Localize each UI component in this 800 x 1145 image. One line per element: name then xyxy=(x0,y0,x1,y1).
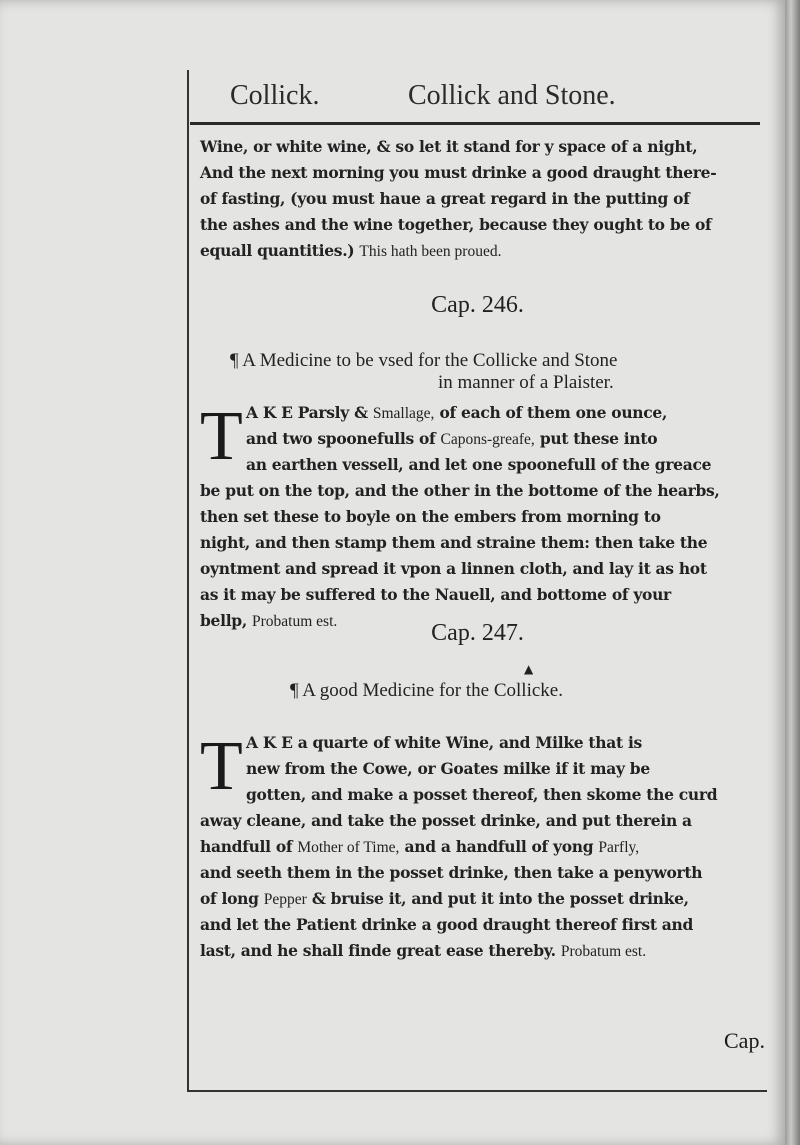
text-line: last, and he shall finde great ease thereby. Probatum est. xyxy=(200,941,647,960)
text-line: and two spoonefulls of Capons-greafe, put these into xyxy=(246,429,658,448)
ornament-icon: ▲ xyxy=(524,662,534,676)
text-line: and let the Patient drinke a good draught thereof first and xyxy=(200,915,694,934)
text-line: night, and then stamp them and straine them: then take the xyxy=(200,533,708,552)
text-line: And the next morning you must drinke a good draught there- xyxy=(200,163,717,182)
chapter-heading: Cap. 247. xyxy=(431,620,524,646)
page-edge xyxy=(785,0,800,1145)
chapter-title: ¶ A Medicine to be vsed for the Collicke and Stone in manner of a Plaister. xyxy=(230,350,618,393)
header-left: Collick. xyxy=(230,80,320,111)
header-right: Collick and Stone. xyxy=(408,80,616,111)
continuation-paragraph xyxy=(200,134,755,264)
catchword: Cap. xyxy=(724,1028,765,1053)
recipe-paragraph xyxy=(200,400,755,634)
chapter-title: ¶ A good Medicine for the Collicke. xyxy=(290,680,563,701)
text-line: equall quantities.) This hath been proued. xyxy=(200,241,502,260)
text-line: gotten, and make a posset thereof, then skome the curd xyxy=(246,785,718,804)
text-line: an earthen vessell, and let one spoonefull of the greace xyxy=(246,455,712,474)
running-header xyxy=(230,78,750,122)
text-line: of fasting, (you must haue a great regard in the putting of xyxy=(200,189,690,208)
text-line: handfull of Mother of Time, and a handfull of yong Parfly, xyxy=(200,837,640,856)
text-line: away cleane, and take the posset drinke, and put therein a xyxy=(200,811,692,830)
recipe-paragraph xyxy=(200,730,755,964)
text-line: oyntment and spread it vpon a linnen cloth, and lay it as hot xyxy=(200,559,707,578)
text-line: then set these to boyle on the embers from morning to xyxy=(200,507,661,526)
drop-cap: T xyxy=(200,728,243,805)
text-line: Wine, or white wine, & so let it stand for y space of a night, xyxy=(200,137,698,156)
text-line: A K E a quarte of white Wine, and Milke that is xyxy=(246,733,642,752)
text-line: of long Pepper & bruise it, and put it into the posset drinke, xyxy=(200,889,689,908)
text-line: A K E Parsly & Smallage, of each of them one ounce, xyxy=(246,403,668,422)
header-rule xyxy=(190,122,760,125)
text-line: new from the Cowe, or Goates milke if it may be xyxy=(246,759,650,778)
drop-cap: T xyxy=(200,398,243,475)
text-line: and seeth them in the posset drinke, then take a penyworth xyxy=(200,863,703,882)
text-line: bellp, Probatum est. xyxy=(200,611,338,630)
text-line: the ashes and the wine together, because they ought to be of xyxy=(200,215,712,234)
text-line: as it may be suffered to the Nauell, and bottome of your xyxy=(200,585,671,604)
chapter-heading: Cap. 246. xyxy=(431,292,524,318)
text-line: be put on the top, and the other in the bottome of the hearbs, xyxy=(200,481,720,500)
